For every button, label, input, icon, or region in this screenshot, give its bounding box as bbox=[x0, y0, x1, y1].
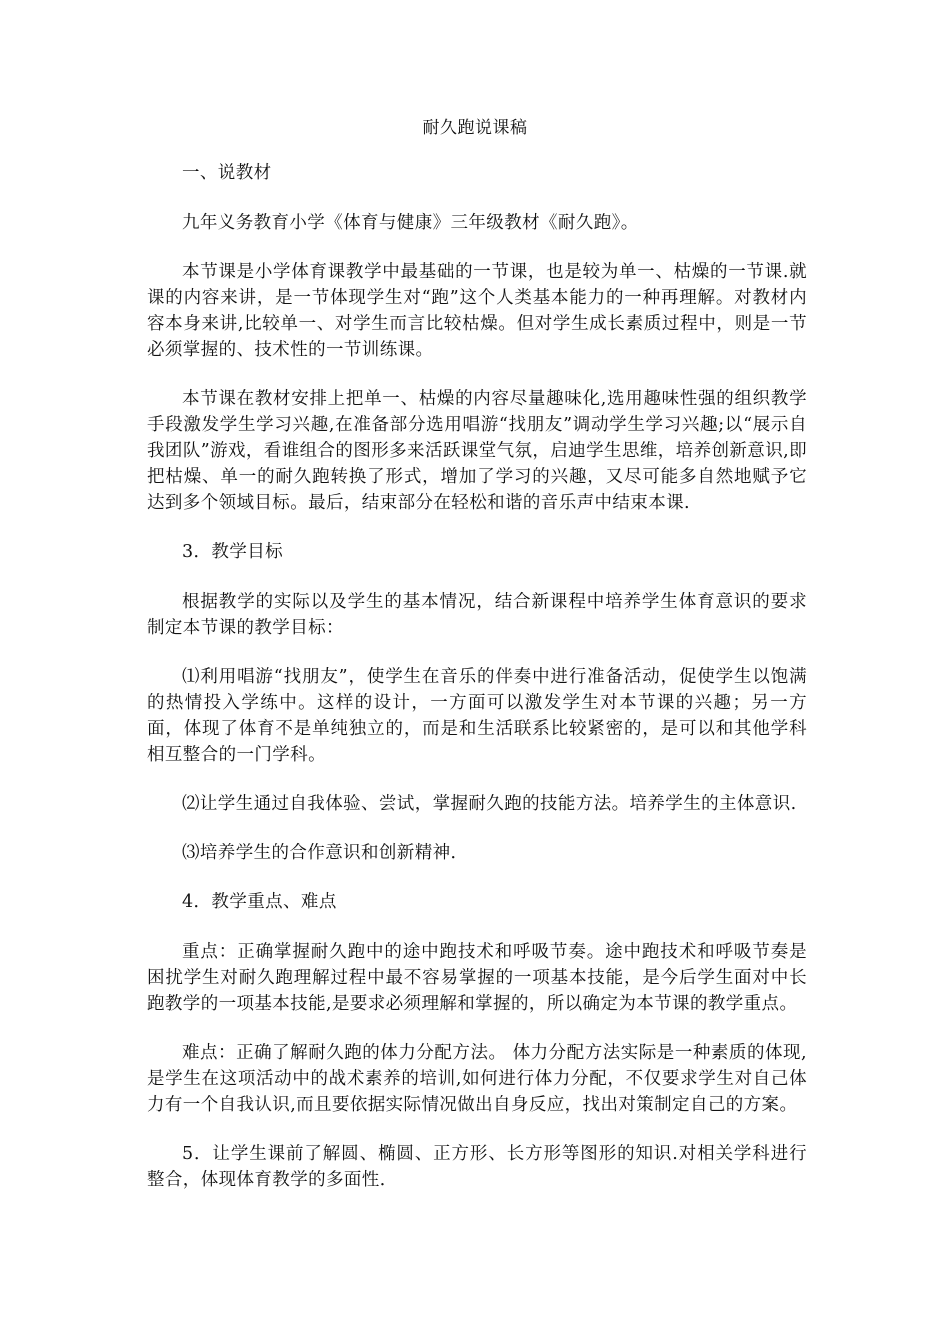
document-body bbox=[147, 160, 807, 1216]
paragraph-goal-1: ⑴利用唱游“找朋友”，使学生在音乐的伴奏中进行准备活动，促使学生以饱满的热情投入学练中。这样的设计，一方面可以激发学生对本节课的兴趣；另一方面，体现了体育不是单纯独立的，而是和生活联系比较紧密的，是可以和其他学科相互整合的一门学科。 bbox=[147, 667, 807, 765]
paragraph-goal-3: ⑶培养学生的合作意识和创新精神． bbox=[182, 843, 469, 863]
paragraph-lesson-design: 本节课在教材安排上把单一、枯燥的内容尽量趣味化,选用趣味性强的组织教学手段激发学生学习兴趣,在准备部分选用唱游“找朋友”调动学生学习兴趣;以“展示自我团队”游戏，看谁组合的图形多来活跃课堂气氛，启迪学生思维，培养创新意识,即把枯燥、单一的耐久跑转换了形式，增加了学习的兴趣，又尽可能多自然地赋予它达到多个领域目标。最后，结束部分在轻松和谐的音乐声中结束本课. bbox=[147, 389, 807, 513]
section-heading-key-points: 4．教学重点、难点 bbox=[182, 892, 337, 912]
paragraph-preparation: 5．让学生课前了解圆、椭圆、正方形、长方形等图形的知识.对相关学科进行整合，体现体育教学的多面性． bbox=[147, 1144, 807, 1190]
paragraph-textbook-name: 九年义务教育小学《体育与健康》三年级教材《耐久跑》。 bbox=[182, 213, 639, 233]
paragraph-lesson-nature: 本节课是小学体育课教学中最基础的一节课，也是较为单一、枯燥的一节课.就课的内容来讲，是一节体现学生对“跑”这个人类基本能力的一种再理解。对教材内容本身来讲,比较单一、对学生而言比较枯燥。但对学生成长素质过程中，则是一节必须掌握的、技术性的一节训练课。 bbox=[147, 262, 807, 360]
section-heading-textbook: 一、说教材 bbox=[182, 163, 272, 183]
paragraph-goals-intro: 根据教学的实际以及学生的基本情况，结合新课程中培养学生体育意识的要求制定本节课的教学目标： bbox=[147, 592, 807, 638]
document-title: 耐久跑说课稿 bbox=[422, 118, 528, 138]
paragraph-difficult-point: 难点：正确了解耐久跑的体力分配方法。 体力分配方法实际是一种素质的体现,是学生在这项活动中的战术素养的培训,如何进行体力分配，不仅要求学生对自己体力有一个自我认识,而且要依据实际情况做出自身反应，找出对策制定自己的方案。 bbox=[147, 1043, 807, 1115]
section-heading-goals: 3．教学目标 bbox=[182, 542, 284, 562]
paragraph-key-point: 重点：正确掌握耐久跑中的途中跑技术和呼吸节奏。途中跑技术和呼吸节奏是困扰学生对耐久跑理解过程中最不容易掌握的一项基本技能，是今后学生面对中长跑教学的一项基本技能,是要求必须理解和掌握的，所以确定为本节课的教学重点。 bbox=[147, 942, 807, 1014]
paragraph-goal-2: ⑵让学生通过自我体验、尝试，掌握耐久跑的技能方法。培养学生的主体意识. bbox=[182, 794, 797, 814]
